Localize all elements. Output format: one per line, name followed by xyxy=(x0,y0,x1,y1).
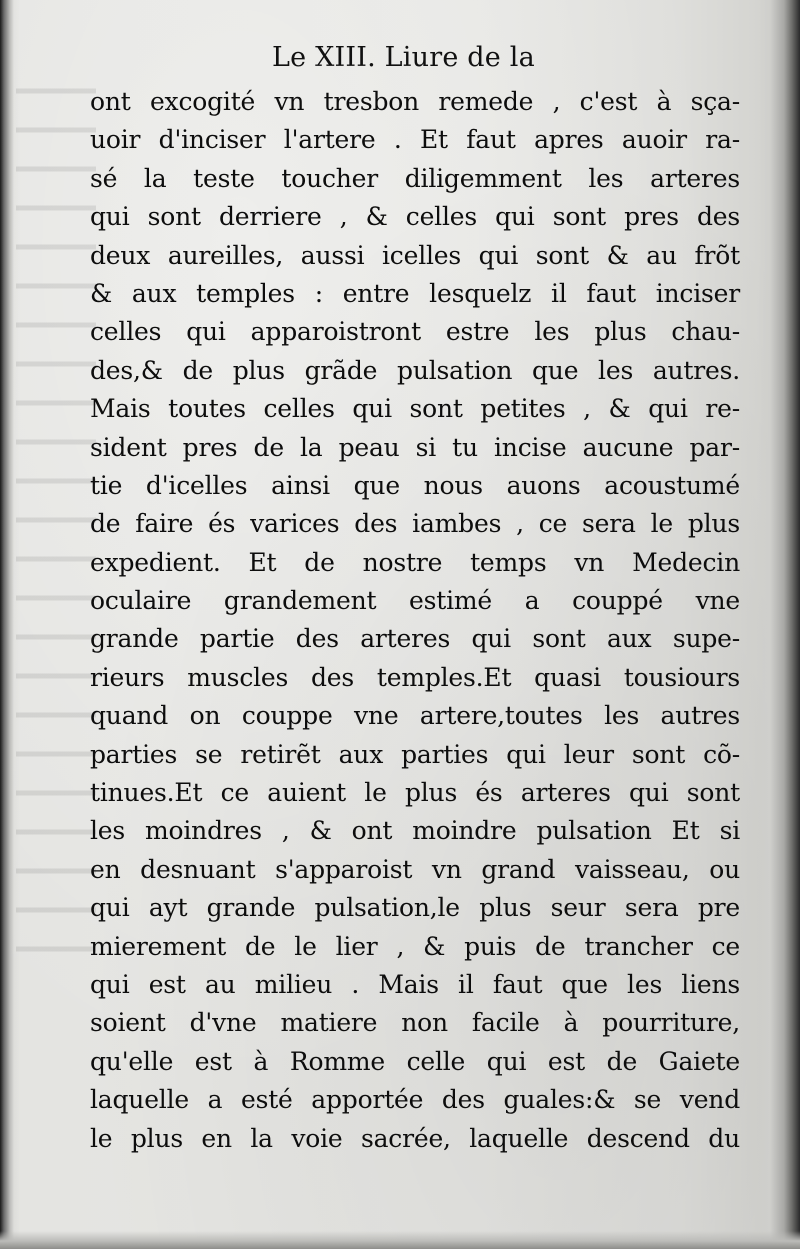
text-line: parties se retirẽt aux parties qui leur sont cõ- xyxy=(90,739,740,769)
text-line: des,& de plus grãde pulsation que les autres. xyxy=(90,355,740,385)
text-line: tinues.Et ce auient le plus és arteres qui sont xyxy=(90,778,740,808)
text-line: Mais toutes celles qui sont petites , & qui re- xyxy=(90,394,740,424)
text-line: sé la teste toucher diligemment les arteres xyxy=(90,163,740,193)
text-line: deux aureilles, aussi icelles qui sont & au frõt xyxy=(90,240,740,270)
text-line: mierement de le lier , & puis de trancher ce xyxy=(90,931,740,961)
text-line: sident pres de la peau si tu incise aucune par- xyxy=(90,432,740,462)
text-line: oculaire grandement estimé a couppé vne xyxy=(90,586,740,616)
text-line: uoir d'inciser l'artere . Et faut apres auoir ra- xyxy=(90,125,740,155)
page-gutter-shadow xyxy=(758,0,800,1249)
text-line: celles qui apparoistront estre les plus chau- xyxy=(90,317,740,347)
bleed-through-shadow xyxy=(16,60,96,960)
text-line: en desnuant s'apparoist vn grand vaisseau, ou xyxy=(90,854,740,884)
text-line: soient d'vne matiere non facile à pourriture, xyxy=(90,1008,740,1038)
text-line: de faire és varices des iambes , ce sera le plus xyxy=(90,509,740,539)
text-line: & aux temples : entre lesquelz il faut inciser xyxy=(90,278,740,308)
text-line: laquelle a esté apportée des guales:& se vend xyxy=(90,1085,740,1115)
text-line: qui sont derriere , & celles qui sont pres des xyxy=(90,202,740,232)
text-line: quand on couppe vne artere,toutes les autres xyxy=(90,701,740,731)
running-head: Le XIII. Liure de la xyxy=(272,42,535,73)
text-line: qui est au milieu . Mais il faut que les liens xyxy=(90,969,740,999)
text-line: grande partie des arteres qui sont aux supe- xyxy=(90,624,740,654)
text-line: le plus en la voie sacrée, laquelle descend du xyxy=(90,1123,740,1153)
page-bottom-edge xyxy=(0,1231,800,1249)
text-line: expedient. Et de nostre temps vn Medecin xyxy=(90,547,740,577)
text-line: qui ayt grande pulsation,le plus seur sera pre xyxy=(90,893,740,923)
text-line: rieurs muscles des temples.Et quasi tousiours xyxy=(90,662,740,692)
text-line: les moindres , & ont moindre pulsation Et si xyxy=(90,816,740,846)
text-line: qu'elle est à Romme celle qui est de Gaiete xyxy=(90,1046,740,1076)
body-text xyxy=(90,83,740,1158)
text-line: tie d'icelles ainsi que nous auons acoustumé xyxy=(90,470,740,500)
text-line: ont excogité vn tresbon remede , c'est à sça- xyxy=(90,87,740,116)
page-left-edge xyxy=(0,0,14,1249)
